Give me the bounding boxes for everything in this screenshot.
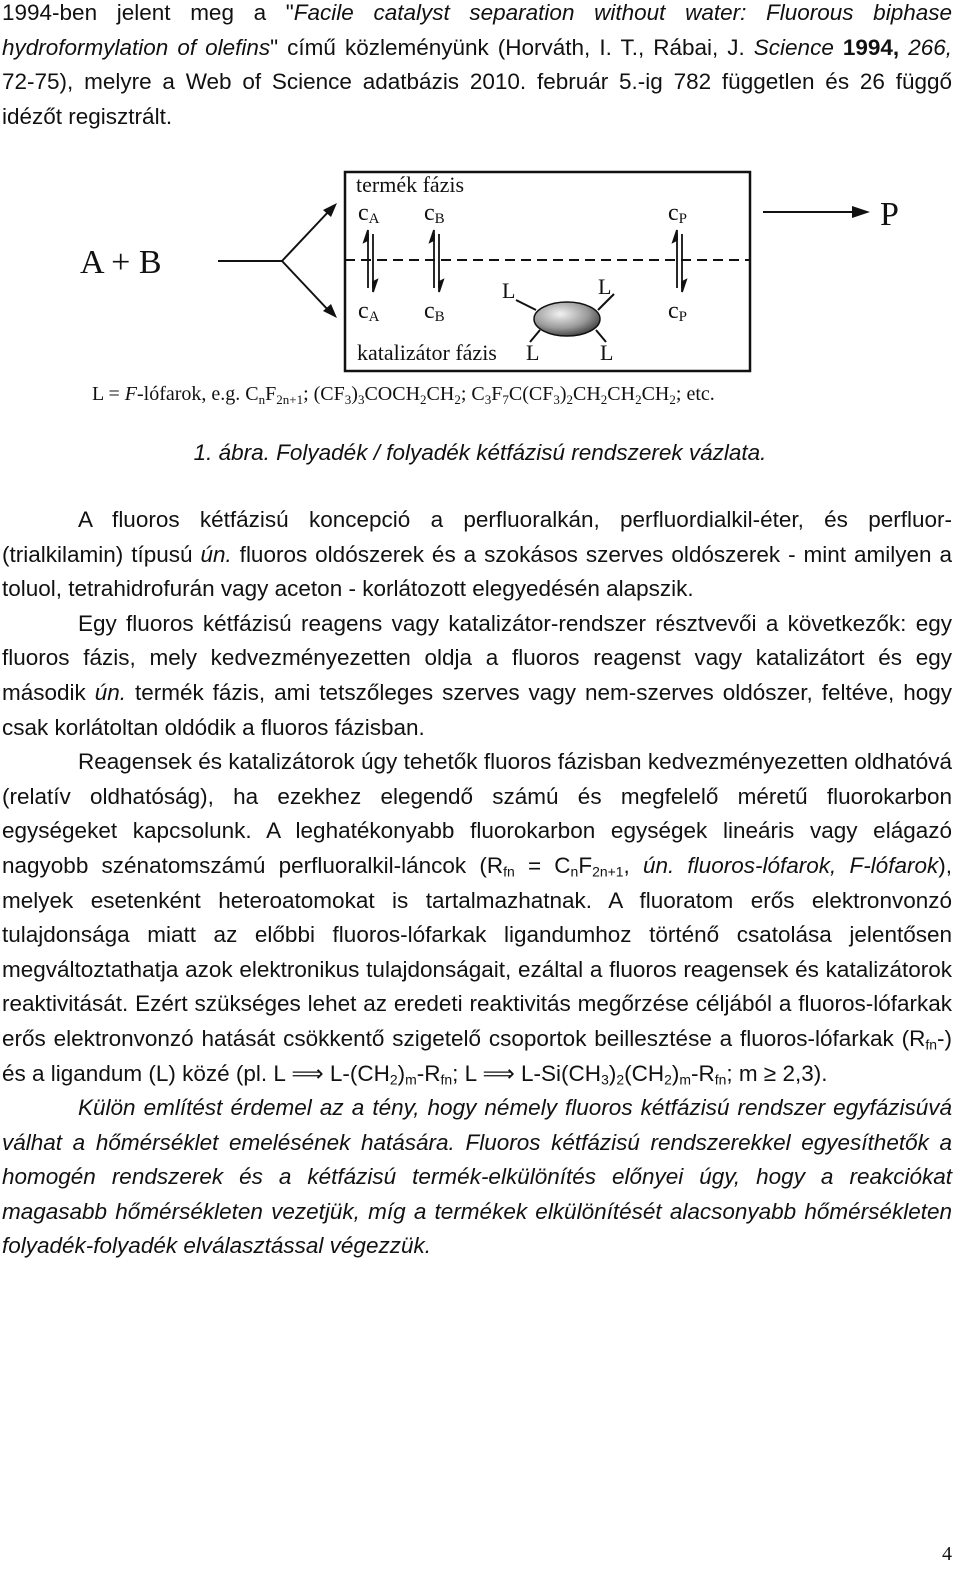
conc-p-upper: cP (668, 200, 687, 227)
ligand-definition: L = F-lófarok, e.g. $C_nF_{2n+1}$; $(CF_3)_3COCH_2CH_2$; $C_3F_7C(CF_3)_2CH_2CH_2CH_2$; etc. (92, 383, 715, 407)
body-text (2, 503, 952, 1264)
volume: 266, (908, 34, 952, 60)
paper-title: Facile catalyst separation without water: Fluorous biphase hydroformylation of olefins (2, 0, 953, 60)
ligand-label: L (600, 340, 614, 365)
conc-a-lower: cA (358, 298, 380, 325)
ligand-label: L (598, 274, 612, 299)
conc-b-lower: cB (424, 298, 445, 325)
product-arrow-head (852, 206, 870, 218)
journal-name: Science (753, 34, 834, 60)
intro-paragraph: 1994-ben jelent meg a "Facile catalyst separation without water: Fluorous biphase hydroformylation of olefins" című közleményünk (Horváth, I. T., Rábai, J. Science 1994, 266, 72-75), melyre a Web of Science adatbázis 2010. február 5.-ig 782 független és 26 függő idézőt regisztrált. (2, 0, 953, 129)
paragraph-3: Reagensek és katalizátorok úgy tehetők fluoros fázisban kedvezményezetten oldhatóvá (relatív oldhatóság), ha ezekhez elegendő számú és megfelelő méretű fluorokarbon egységeket kapcsolunk. A leghatékonyabb fluorokarbon egységek lineáris vagy elágazó nagyobb szénatomszámú perfluoralkil-láncok ($R_{fn} = C_nF_{2n+1}$, ún. fluoros-lófarok, F-lófarok), melyek esetenként heteroatomokat is tartalmazhatnak. A fluoratom erős elektronvonzó tulajdonsága miatt az előbbi fluoros-lófarkak ligandumhoz történő csatolása jelentősen megváltoztathatja azok elektronikus tulajdonságait, ezáltal a fluoros reagensek és katalizátorok reaktivitását. Ezért szükséges lehet az eredeti reaktivitás megőrzése céljából a fluoros-lófarkak erős elektronvonzó hatását csökkentő szigetelő csoportok beillesztése a fluoros-lófarkak $(R_{fn}-)$ és a ligandum (L) közé (pl. L ⟹ $L-(CH_2)_m-R_{fn}$; L ⟹ $L-Si(CH_3)_2(CH_2)_m-R_{fn}$; m ≥ 2,3). (2, 749, 952, 1087)
paragraph-4: Külön említést érdemel az a tény, hogy némely fluoros kétfázisú rendszer egyfázisúvá válhat a hőmérséklet emelésének hatására. Fluoros kétfázisú rendszerekkel egyesíthetők a homogén rendszerek és a kétfázisú termék-elkülönítés előnyei úgy, hogy a reakciókat magasabb hőmérsékleten vezetjük, míg a termékek elkülönítését alacsonyabb hőmérsékleten folyadék-folyadék elválasztással végezzük. (2, 1095, 952, 1259)
page-number: 4 (942, 1543, 952, 1565)
publication-year: 1994, (842, 34, 900, 60)
paragraph-2: Egy fluoros kétfázisú reagens vagy katalizátor-rendszer résztvevői a következők: egy fluoros fázis, mely kedvezményezetten oldja a fluoros reagenst vagy katalizátort és egy második ún. termék fázis, ami tetszőleges szerves vagy nem-szerves oldószer, feltéve, hogy csak korlátoltan oldódik a fluoros fázisban. (2, 610, 952, 740)
catalyst-phase-label: katalizátor fázis (357, 340, 497, 365)
product-label: P (880, 196, 899, 233)
figure-caption: 1. ábra. Folyadék / folyadék kétfázisú rendszerek vázlata. (193, 440, 767, 465)
conc-p-lower: cP (668, 298, 687, 325)
conc-a-upper: cA (358, 200, 380, 227)
catalyst-ellipse (534, 302, 600, 336)
reactants-label: A + B (80, 244, 162, 281)
product-phase-label: termék fázis (356, 172, 465, 197)
ligand-label: L (502, 278, 516, 303)
conc-b-upper: cB (424, 200, 445, 227)
paragraph-1: A fluoros kétfázisú koncepció a perfluoralkán, perfluordialkil-éter, és perfluor-(trialkilamin) típusú ún. fluoros oldószerek és a szokásos szerves oldószerek - mint amilyen a toluol, tetrahidrofurán vagy aceton - korlátozott elegyedésén alapszik. (2, 507, 952, 602)
biphase-diagram (0, 160, 960, 420)
ligand-label: L (526, 340, 540, 365)
